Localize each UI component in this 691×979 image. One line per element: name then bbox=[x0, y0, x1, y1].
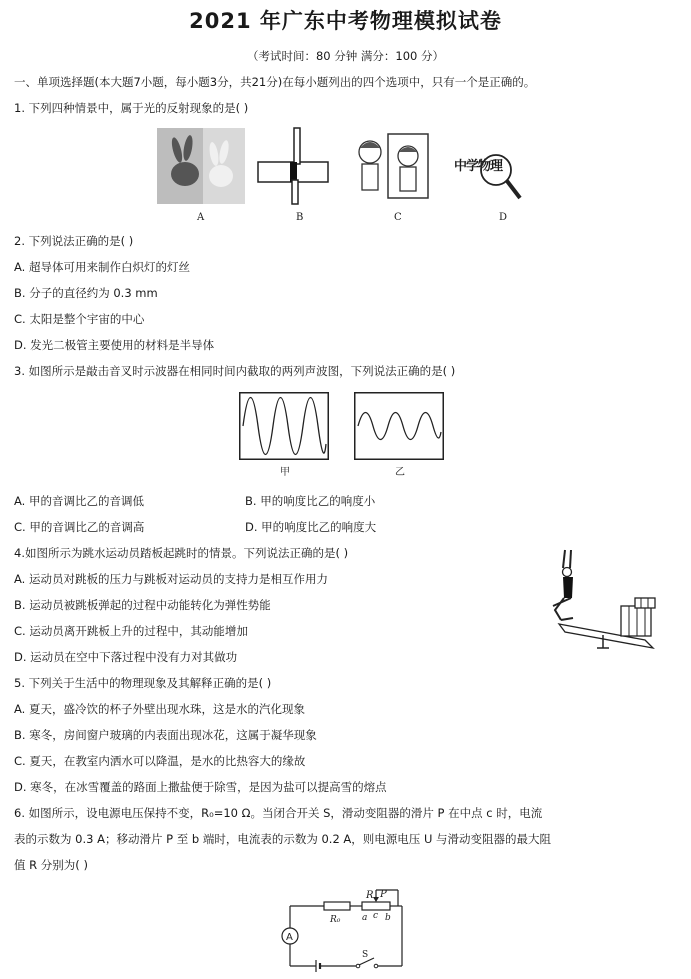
label-r0: R₀ bbox=[330, 915, 341, 925]
caption-c: C bbox=[394, 212, 402, 223]
question-2-stem: 2. 下列说法正确的是( ) bbox=[14, 234, 134, 248]
q1-image-a-shadow-rabbit bbox=[157, 128, 245, 204]
rheostat bbox=[362, 902, 390, 910]
char-wu: 物 bbox=[478, 159, 491, 174]
q4-option-d: D. 运动员在空中下落过程中没有力对其做功 bbox=[14, 650, 238, 664]
q3-option-c: C. 甲的音调比乙的音调高 bbox=[14, 520, 145, 534]
q2-option-c: C. 太阳是整个宇宙的中心 bbox=[14, 312, 145, 326]
q3-option-b: B. 甲的响度比乙的响度小 bbox=[245, 494, 376, 508]
question-3-stem: 3. 如图所示是敲击音叉时示波器在相同时间内截取的两列声波图，下列说法正确的是( ) bbox=[14, 364, 456, 378]
question-4-stem: 4.如图所示为跳水运动员踏板起跳时的情景。下列说法正确的是( ) bbox=[14, 546, 349, 560]
page-title: 2021 年广东中考物理模拟试卷 bbox=[189, 9, 502, 33]
magnifier-icon bbox=[476, 150, 524, 202]
wave-label-yi: 乙 bbox=[395, 467, 405, 478]
q3-option-a: A. 甲的音调比乙的音调低 bbox=[14, 494, 144, 508]
wave-jia bbox=[239, 392, 329, 460]
q2-option-a: A. 超导体可用来制作白炽灯的灯丝 bbox=[14, 260, 190, 274]
question-6-stem-line-3: 值 R 分别为( ) bbox=[14, 858, 88, 872]
q5-option-c: C. 夏天，在教室内洒水可以降温，是水的比热容大的缘故 bbox=[14, 754, 306, 768]
question-5-stem: 5. 下列关于生活中的物理现象及其解释正确的是( ) bbox=[14, 676, 272, 690]
diver-on-springboard bbox=[545, 548, 663, 658]
label-switch: S bbox=[362, 950, 369, 960]
label-c: c bbox=[373, 911, 379, 921]
q5-option-a: A. 夏天，盛冷饮的杯子外壁出现水珠，这是水的汽化现象 bbox=[14, 702, 305, 716]
wave-yi bbox=[354, 392, 444, 460]
char-xue: 学 bbox=[466, 159, 479, 174]
q1-image-c-mirror-reflection bbox=[352, 130, 432, 202]
q1-image-b-refraction-rod bbox=[256, 126, 330, 206]
q4-option-a: A. 运动员对跳板的压力与跳板对运动员的支持力是相互作用力 bbox=[14, 572, 328, 586]
q3-option-d: D. 甲的响度比乙的响度大 bbox=[245, 520, 377, 534]
caption-d: D bbox=[499, 212, 508, 223]
caption-b: B bbox=[296, 212, 304, 223]
q4-option-b: B. 运动员被跳板弹起的过程中动能转化为弹性势能 bbox=[14, 598, 271, 612]
circuit-diagram bbox=[276, 886, 416, 976]
q5-option-d: D. 寒冬，在冰雪覆盖的路面上撒盐便于除雪，是因为盐可以提高雪的熔点 bbox=[14, 780, 387, 794]
q2-option-d: D. 发光二极管主要使用的材料是半导体 bbox=[14, 338, 215, 352]
char-li: 理 bbox=[490, 159, 503, 174]
exam-info: （考试时间：80 分钟 满分：100 分） bbox=[246, 49, 445, 63]
label-a: a bbox=[362, 913, 368, 923]
question-1-stem: 1. 下列四种情景中，属于光的反射现象的是( ) bbox=[14, 101, 249, 115]
caption-a: A bbox=[197, 212, 205, 223]
label-ammeter: A bbox=[286, 932, 293, 943]
resistor-r0 bbox=[324, 902, 350, 910]
q4-option-c: C. 运动员离开跳板上升的过程中，其动能增加 bbox=[14, 624, 248, 638]
label-p: P bbox=[380, 889, 387, 900]
wave-label-jia: 甲 bbox=[280, 467, 290, 478]
question-6-stem-line-1: 6. 如图所示，设电源电压保持不变，R₀=10 Ω。当闭合开关 S，滑动变阻器的滑片 P 在中点 c 时，电流 bbox=[14, 806, 543, 820]
label-b: b bbox=[385, 913, 391, 923]
label-r: R bbox=[366, 890, 374, 901]
char-zhong: 中 bbox=[454, 159, 467, 174]
question-6-stem-line-2: 表的示数为 0.3 A；移动滑片 P 至 b 端时，电流表的示数为 0.2 A，则电源电压 U 与滑动变阻器的最大阻 bbox=[14, 832, 552, 846]
q2-option-b: B. 分子的直径约为 0.3 mm bbox=[14, 286, 158, 300]
q5-option-b: B. 寒冬，房间窗户玻璃的内表面出现冰花，这属于凝华现象 bbox=[14, 728, 317, 742]
section-heading: 一、单项选择题(本大题7小题，每小题3分，共21分)在每小题列出的四个选项中，只有一个是正确的。 bbox=[14, 75, 536, 89]
